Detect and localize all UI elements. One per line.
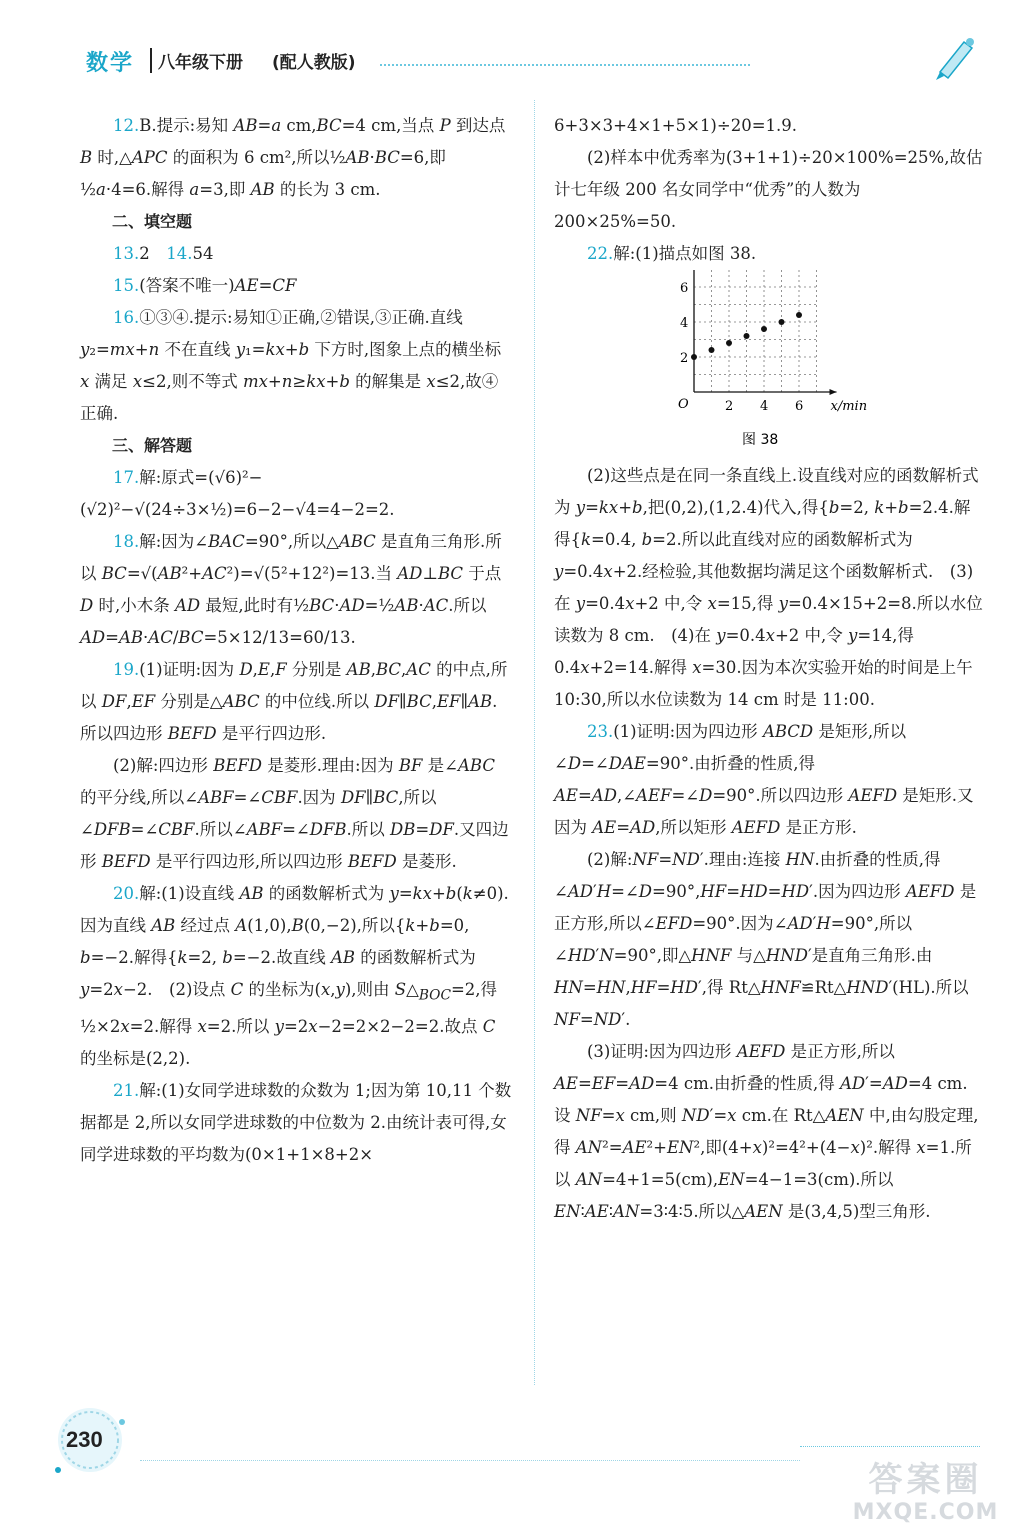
data-point (726, 340, 732, 346)
x-axis-label: x/min (830, 399, 868, 414)
answer-23-part3: (3)证明:因为四边形 AEFD 是正方形,所以 AE=EF=AD=4 cm.由折叠的性质,得 AD′=AD=4 cm.设 NF=x cm,则 ND′=x cm.在 Rt△AEN 中,由勾股定理,得 AN²=AE²+EN²,即(4+x)²=4²+(4−x)².解得 x=1.所以 AN=4+1=5(cm),EN=4−1=3(cm).所以 EN∶AE∶AN=3∶4∶5.所以△AEN 是(3,4,5)型三角形. (554, 1042, 979, 1221)
answer-18: 18.解:因为∠BAC=90°,所以△ABC 是直角三角形.所以 BC=√(AB²+AC²)=√(5²+12²)=13.当 AD⊥BC 于点 D 时,小木条 AD 最短,此时有½BC·AD=½AB·AC.所以 AD=AB·AC/BC=5×12/13=60/13. (80, 532, 502, 647)
data-point (761, 326, 767, 332)
section-fill-blank: 二、填空题 (112, 212, 193, 231)
y-tick-label: 4 (680, 316, 689, 331)
data-point (744, 333, 750, 339)
figure-38 (554, 270, 984, 460)
watermark-sub: MXQE.COM (852, 1500, 999, 1525)
watermark-main: 答案圈 (868, 1460, 983, 1500)
figure-caption: 图 38 (742, 432, 779, 448)
watermark (838, 1460, 1013, 1525)
answer-23-part1: 23.(1)证明:因为四边形 ABCD 是矩形,所以∠D=∠DAE=90°.由折叠的性质,得 AE=AD,∠AEF=∠D=90°.所以四边形 AEFD 是矩形.又因为 AE=AD,所以矩形 AEFD 是正方形. (554, 722, 974, 837)
x-axis-arrow (830, 389, 837, 395)
page-header (0, 0, 1017, 90)
column-divider (534, 100, 535, 1385)
x-tick-label: 4 (760, 399, 769, 414)
x-tick-label: 6 (795, 399, 804, 414)
answer-17: 17.解:原式=(√6)²−(√2)²−√(24÷3×½)=6−2−√4=4−2=2. (80, 468, 395, 519)
answer-16: 16.①③④.提示:易知①正确,②错误,③正确.直线 y₂=mx+n 不在直线 y₁=kx+b 下方时,图象上点的横坐标 x 满足 x≤2,则不等式 mx+n≥kx+b 的解集是 x≤2,故④正确. (80, 308, 502, 423)
answer-13-14: 13.2 14.54 (113, 244, 214, 263)
answer-12: 12.B.提示:易知 AB=a cm,BC=4 cm,当点 P 到达点 B 时,△APC 的面积为 6 cm²,所以½AB·BC=6,即½a·4=6.解得 a=3,即 AB 的长为 3 cm. (80, 116, 506, 199)
data-point (691, 354, 697, 360)
answer-21-part2: (2)样本中优秀率为(3+1+1)÷20×100%=25%,故估计七年级 200 名女同学中“优秀”的人数为 200×25%=50. (554, 148, 983, 231)
x-tick-label: 2 (725, 399, 734, 414)
answer-22-part1: 22.解:(1)描点如图 38. (587, 244, 757, 263)
y-tick-label: 6 (680, 281, 689, 296)
left-column (80, 110, 512, 1171)
section-solutions: 三、解答题 (112, 436, 193, 455)
y-tick-label: 2 (680, 351, 689, 366)
answer-19-part2: (2)解:四边形 BEFD 是菱形.理由:因为 BF 是∠ABC 的平分线,所以∠ABF=∠CBF.因为 DF∥BC,所以∠DFB=∠CBF.所以∠ABF=∠DFB.所以 DB=DF.又四边形 BEFD 是平行四边形,所以四边形 BEFD 是菱形. (80, 756, 509, 871)
header-dotted-rule (380, 64, 750, 66)
answer-15: 15.(答案不唯一)AE=CF (113, 276, 297, 295)
scatter-chart (554, 270, 984, 460)
origin-label: O (678, 397, 689, 412)
footer-dotted-rule-right (800, 1446, 980, 1447)
answer-22-part2: (2)这些点是在同一条直线上.设直线对应的函数解析式为 y=kx+b,把(0,2),(1,2.4)代入,得{b=2, k+b=2.4.解得{k=0.4, b=2.所以此直线对应的函数解析式为 y=0.4x+2.经检验,其他数据均满足这个函数解析式. (3)在 y=0.4x+2 中,令 x=15,得 y=0.4×15+2=8.所以水位读数为 8 cm. (4)在 y=0.4x+2 中,令 y=14,得 0.4x+2=14.解得 x=30.因为本次实验开始的时间是上午 10:30,所以水位读数为 14 cm 时是 11:00. (554, 466, 983, 709)
answer-21-continued: 6+3×3+4×1+5×1)÷20=1.9. (554, 116, 798, 135)
footer-dotted-rule (140, 1460, 800, 1461)
subject-title: 数学 (86, 51, 135, 76)
data-point (796, 312, 802, 318)
answer-20: 20.解:(1)设直线 AB 的函数解析式为 y=kx+b(k≠0).因为直线 AB 经过点 A(1,0),B(0,−2),所以{k+b=0, b=−2.解得{k=2, b=−2.故直线 AB 的函数解析式为 y=2x−2. (2)设点 C 的坐标为(x,y),则由 $S\triangle_{BOC}=2$,得½×2x=2.解得 x=2.所以 y=2x−2=2×2−2=2.故点 C 的坐标是(2,2). (80, 884, 509, 1069)
answer-19-part1: 19.(1)证明:因为 D,E,F 分别是 AB,BC,AC 的中点,所以 DF,EF 分别是△ABC 的中位线.所以 DF∥BC,EF∥AB.所以四边形 BEFD 是平行四边形. (80, 660, 508, 743)
pen-icon (930, 34, 980, 80)
book-title: 八年级下册 (150, 48, 243, 73)
page-number: 230 (66, 1427, 103, 1452)
data-point (709, 347, 715, 353)
data-point (779, 319, 785, 325)
answer-23-part2: (2)解:NF=ND′.理由:连接 HN.由折叠的性质,得∠AD′H=∠D=90°,HF=HD=HD′.因为四边形 AEFD 是正方形,所以∠EFD=90°.因为∠AD′H=90°,所以∠HD′N=90°,即△HNF 与△HND′是直角三角形.由 HN=HN,HF=HD′,得 Rt△HNF≌Rt△HND′(HL).所以 NF=ND′. (554, 850, 977, 1029)
edition-label: (配人教版) (272, 53, 356, 73)
answer-21-part1: 21.解:(1)女同学进球数的众数为 1;因为第 10,11 个数据都是 2,所以女同学进球数的中位数为 2.由统计表可得,女同学进球数的平均数为(0×1+1×8+2× (80, 1081, 512, 1165)
right-column (554, 110, 984, 1228)
